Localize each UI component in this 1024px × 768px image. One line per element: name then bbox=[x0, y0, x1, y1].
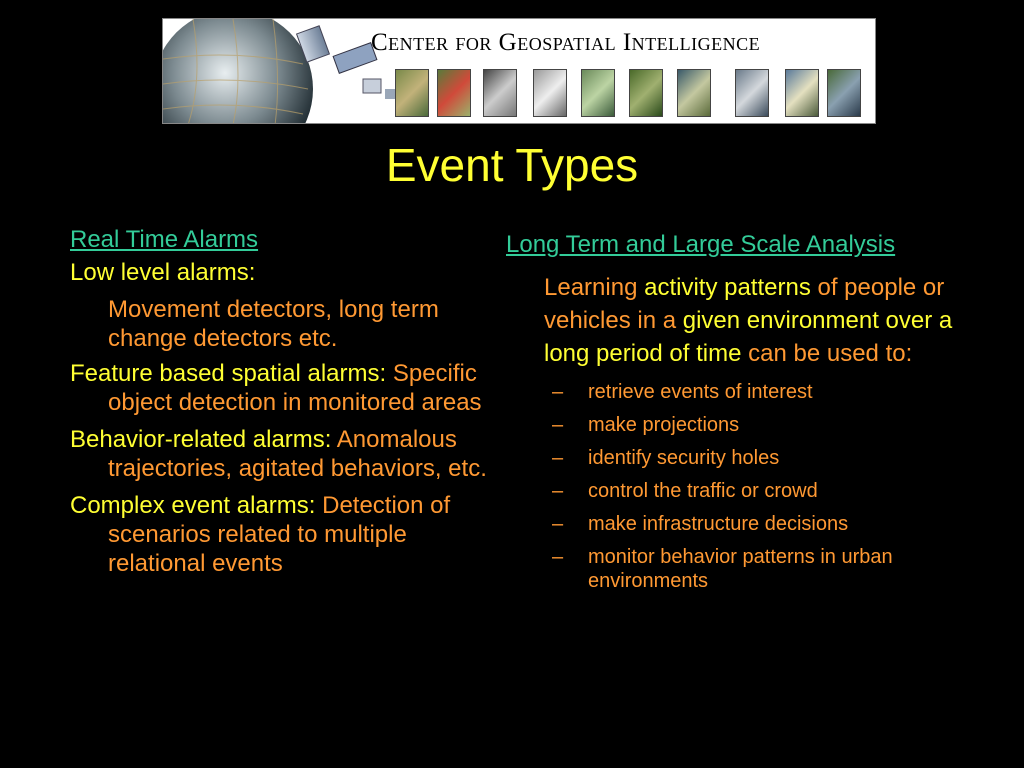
thumbnail-image bbox=[437, 69, 471, 117]
learning-text: Learning bbox=[544, 274, 638, 301]
low-level-label: Low level alarms: bbox=[70, 259, 256, 286]
thumbnail-image bbox=[827, 69, 861, 117]
feature-alarm-label: Feature based spatial alarms: bbox=[70, 360, 387, 387]
behavior-alarm-description: Anomalous trajectories, agitated behaviors, etc. bbox=[108, 426, 487, 482]
list-item: – make infrastructure decisions bbox=[552, 513, 849, 535]
thumbnail-image bbox=[785, 69, 819, 117]
environment-text: given environment over a long period of time bbox=[544, 307, 953, 367]
people-vehicles-text: of people or vehicles in a bbox=[544, 274, 945, 334]
real-time-alarms-heading: Real Time Alarms bbox=[70, 226, 259, 253]
feature-alarm-description: Specific object detection in monitored areas bbox=[108, 360, 482, 416]
long-term-heading: Long Term and Large Scale Analysis bbox=[506, 231, 896, 258]
learning-paragraph bbox=[544, 271, 986, 370]
banner-title: Center for Geospatial Intelligence bbox=[371, 29, 761, 56]
complex-alarm-label: Complex event alarms: bbox=[70, 492, 316, 519]
low-level-description: Movement detectors, long term change detectors etc. bbox=[108, 296, 439, 352]
thumbnail-image bbox=[629, 69, 663, 117]
thumbnail-image bbox=[395, 69, 429, 117]
thumbnail-image bbox=[533, 69, 567, 117]
real-time-alarms-column bbox=[70, 226, 500, 582]
slide-title: Event Types bbox=[385, 139, 639, 191]
behavior-alarm-label: Behavior-related alarms: bbox=[70, 426, 332, 453]
list-item: – monitor behavior patterns in urban environments bbox=[552, 546, 893, 592]
list-item: – retrieve events of interest bbox=[552, 381, 813, 403]
list-item: – make projections bbox=[552, 414, 740, 436]
list-item: – identify security holes bbox=[552, 447, 780, 469]
activity-patterns-text: activity patterns bbox=[644, 274, 811, 301]
header-banner bbox=[162, 18, 876, 124]
thumbnail-image bbox=[677, 69, 711, 117]
thumbnail-image bbox=[735, 69, 769, 117]
long-term-analysis-column bbox=[506, 226, 986, 602]
thumbnail-image bbox=[483, 69, 517, 117]
complex-alarm-item bbox=[70, 491, 500, 578]
complex-alarm-description: Detection of scenarios related to multiple relational events bbox=[108, 492, 451, 577]
thumbnail-image bbox=[581, 69, 615, 117]
can-be-used-text: can be used to: bbox=[748, 340, 913, 367]
use-list bbox=[506, 380, 986, 593]
behavior-alarm-item bbox=[70, 425, 500, 483]
feature-alarm-item bbox=[70, 359, 500, 417]
list-item: – control the traffic or crowd bbox=[552, 480, 818, 502]
